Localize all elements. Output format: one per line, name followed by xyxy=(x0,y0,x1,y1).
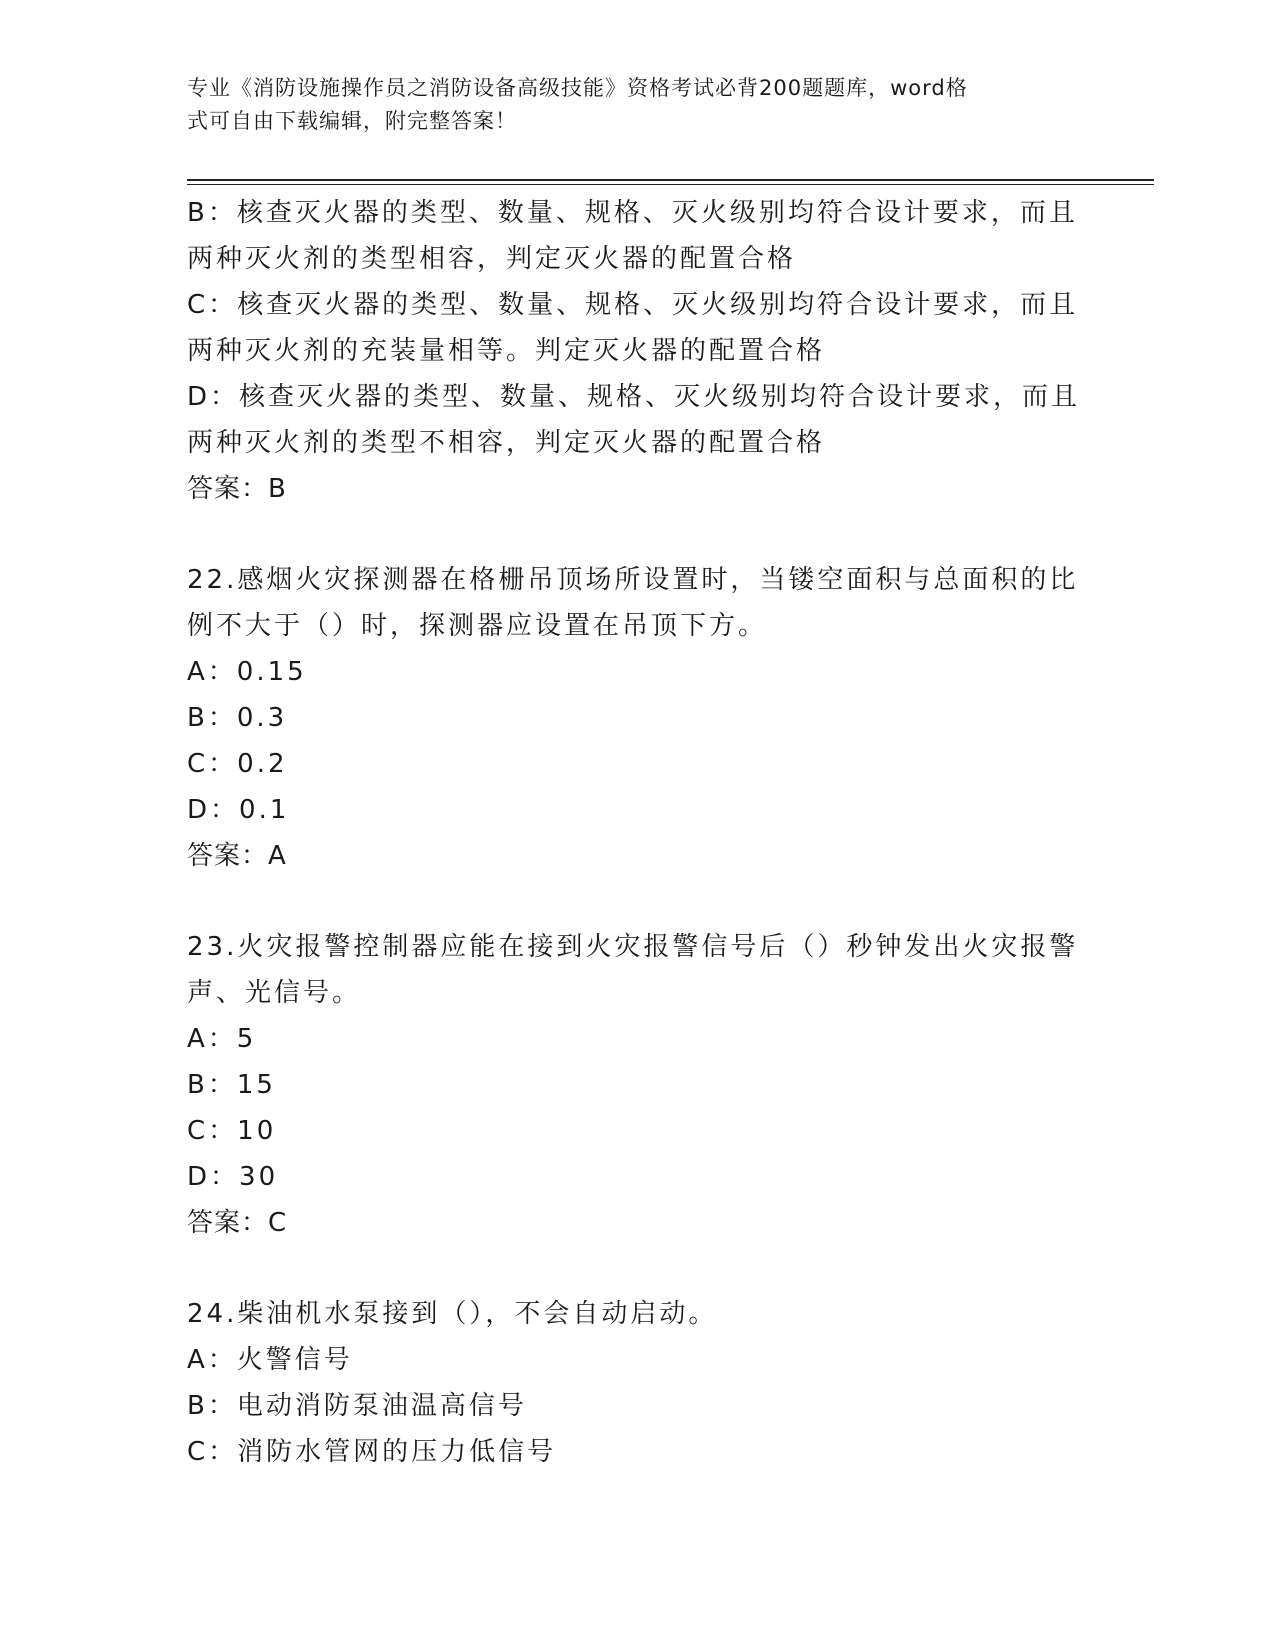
option-c: C：10 xyxy=(187,1116,277,1146)
option-b-line-1: B：核查灭火器的类型、数量、规格、灭火级别均符合设计要求，而且 xyxy=(187,198,1078,228)
header-line-1: 专业《消防设施操作员之消防设备高级技能》资格考试必背200题题库，word格 xyxy=(187,76,968,100)
option-b: B：电动消防泵油温高信号 xyxy=(187,1391,527,1421)
question-22 xyxy=(187,557,1087,879)
question-23 xyxy=(187,924,1087,1246)
question-21-continued xyxy=(187,190,1087,512)
option-d: D：30 xyxy=(187,1162,279,1192)
answer: 答案：C xyxy=(187,1208,288,1238)
header-line-2: 式可自由下载编辑，附完整答案！ xyxy=(187,109,517,133)
question-stem-line-1: 22.感烟火灾探测器在格栅吊顶场所设置时，当镂空面积与总面积的比 xyxy=(187,565,1079,595)
question-stem-line-1: 23.火灾报警控制器应能在接到火灾报警信号后（）秒钟发出火灾报警 xyxy=(187,932,1079,962)
answer: 答案：B xyxy=(187,474,287,504)
question-24 xyxy=(187,1291,1087,1475)
option-d: D：0.1 xyxy=(187,795,290,825)
option-d-line-2: 两种灭火剂的类型不相容，判定灭火器的配置合格 xyxy=(187,428,826,458)
option-b-line-2: 两种灭火剂的类型相容，判定灭火器的配置合格 xyxy=(187,244,797,274)
option-b: B：0.3 xyxy=(187,703,288,733)
option-a: A：火警信号 xyxy=(187,1345,353,1375)
spacer xyxy=(187,512,1087,557)
question-stem-line-2: 声、光信号。 xyxy=(187,978,362,1008)
header-divider-thin xyxy=(187,184,1154,185)
question-stem-line-2: 例不大于（）时，探测器应设置在吊顶下方。 xyxy=(187,611,768,641)
option-c-line-1: C：核查灭火器的类型、数量、规格、灭火级别均符合设计要求，而且 xyxy=(187,290,1079,320)
option-c: C：0.2 xyxy=(187,749,288,779)
header-divider-thick xyxy=(187,179,1154,181)
option-c-line-2: 两种灭火剂的充装量相等。判定灭火器的配置合格 xyxy=(187,336,826,366)
spacer xyxy=(187,1246,1087,1291)
option-c: C：消防水管网的压力低信号 xyxy=(187,1437,557,1467)
question-list xyxy=(187,190,1087,1475)
option-a: A：5 xyxy=(187,1024,257,1054)
spacer xyxy=(187,879,1087,924)
answer: 答案：A xyxy=(187,841,287,871)
question-stem-line-1: 24.柴油机水泵接到（），不会自动启动。 xyxy=(187,1299,718,1329)
option-b: B：15 xyxy=(187,1070,276,1100)
document-header xyxy=(187,72,1087,138)
option-d-line-1: D：核查灭火器的类型、数量、规格、灭火级别均符合设计要求，而且 xyxy=(187,382,1081,412)
option-a: A：0.15 xyxy=(187,657,307,687)
